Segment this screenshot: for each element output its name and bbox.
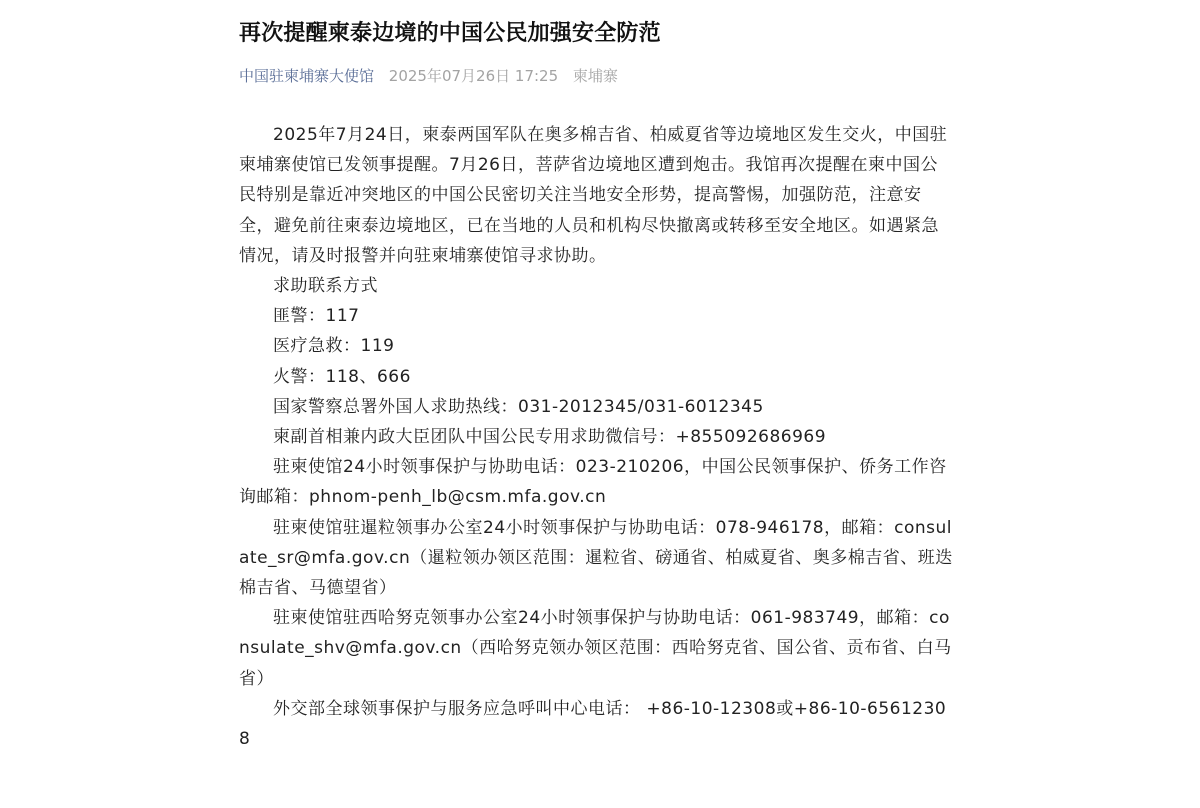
paragraph-ambulance: 医疗急救：119 (273, 336, 395, 357)
paragraph-global-hotline: 外交部全球领事保护与服务应急呼叫中心电话： +86-10-12308或+86-10-65612308 (239, 698, 947, 750)
paragraph-police: 匪警：117 (273, 306, 360, 327)
paragraph-embassy-phone: 驻柬使馆24小时领事保护与协助电话：023-210206，中国公民领事保护、侨务工作咨询邮箱：phnom-penh_lb@csm.mfa.gov.cn (239, 457, 947, 508)
paragraph-sihanouk-office: 驻柬使馆驻西哈努克领事办公室24小时领事保护与协助电话：061-983749，邮箱：consulate_shv@mfa.gov.cn（西哈努克领办领区范围：西哈努克省、国公省、贡布省、白马省） (239, 608, 952, 689)
publish-date: 2025年07月26日 17:25 (388, 67, 559, 85)
article-title: 再次提醒柬泰边境的中国公民加强安全防范 (239, 21, 661, 46)
publish-location: 柬埔寨 (572, 67, 618, 85)
paragraph-siem-reap-office: 驻柬使馆驻暹粒领事办公室24小时领事保护与协助电话：078-946178，邮箱：consulate_sr@mfa.gov.cn（暹粒领办领区范围：暹粒省、磅通省、柏威夏省、奥多棉吉省、班迭棉吉省、马德望省） (239, 517, 953, 599)
paragraph-intro: 2025年7月24日，柬泰两国军队在奥多棉吉省、柏威夏省等边境地区发生交火，中国驻柬埔寨使馆已发领事提醒。7月26日，菩萨省边境地区遭到炮击。我馆再次提醒在柬中国公民特别是靠近冲突地区的中国公民密切关注当地安全形势，提高警惕，加强防范，注意安全，避免前往柬泰边境地区，已在当地的人员和机构尽快撤离或转移至安全地区。如遇紧急情况，请及时报警并向驻柬埔寨使馆寻求协助。 (239, 125, 948, 266)
paragraph-fire: 火警：118、666 (273, 366, 411, 387)
article-body (239, 120, 955, 754)
paragraph-contacts-heading: 求助联系方式 (273, 276, 378, 297)
author-link[interactable]: 中国驻柬埔寨大使馆 (239, 67, 375, 85)
paragraph-police-hotline: 国家警察总署外国人求助热线：031-2012345/031-6012345 (273, 396, 764, 417)
paragraph-wechat: 柬副首相兼内政大臣团队中国公民专用求助微信号：+855092686969 (273, 427, 827, 448)
article-meta (239, 64, 618, 88)
